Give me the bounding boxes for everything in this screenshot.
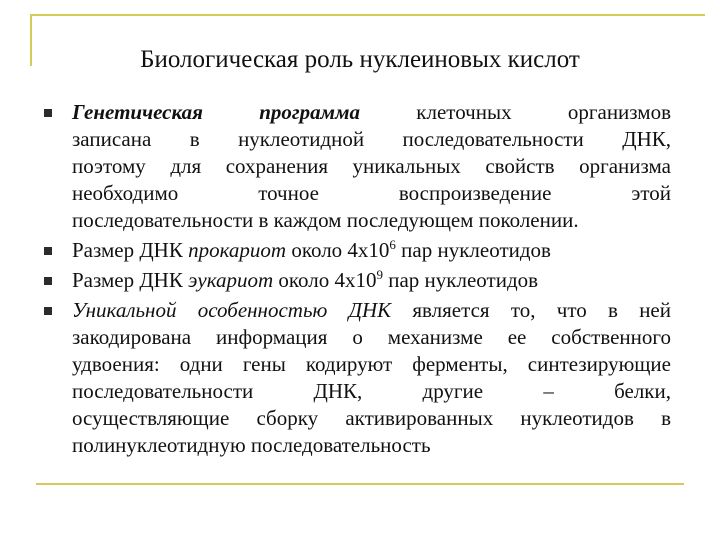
paragraph-line: полинуклеотидную последовательность [72, 433, 431, 457]
list-item [44, 99, 671, 234]
square-bullet-icon [44, 277, 52, 285]
paragraph-line: удвоения: одни гены кодируют ферменты, синтезирующие [72, 352, 671, 376]
paragraph-line: закодирована информация о механизме ее собственного [72, 325, 671, 349]
paragraph-line: необходимо точное воспроизведение этой [72, 181, 671, 205]
emphasized-term: эукариот [188, 268, 274, 292]
paragraph-text: Размер ДНК [72, 238, 189, 262]
paragraph-line [72, 267, 671, 294]
emphasized-term: Генетическая [72, 100, 203, 124]
paragraph-line [72, 297, 671, 324]
bullet-list [44, 99, 671, 459]
paragraph-text: пар нуклеотидов [383, 268, 539, 292]
list-item [44, 237, 671, 264]
emphasized-term: программа [259, 100, 360, 124]
paragraph-line: последовательности ДНК, другие – белки, [72, 379, 671, 403]
square-bullet-icon [44, 109, 52, 117]
paragraph-line [72, 99, 671, 126]
slide-title: Биологическая роль нуклеиновых кислот [140, 46, 580, 73]
paragraph-text: является то, что в ней [391, 298, 671, 322]
frame-top-rule [30, 14, 705, 16]
frame-bottom-rule [36, 483, 684, 485]
exponent: 6 [389, 237, 396, 252]
paragraph-text: клеточных организмов [416, 100, 672, 124]
paragraph-text: Размер ДНК [72, 268, 189, 292]
emphasized-term: прокариот [188, 238, 287, 262]
list-item [44, 297, 671, 459]
square-bullet-icon [44, 307, 52, 315]
list-item [44, 267, 671, 294]
exponent: 9 [376, 267, 383, 282]
paragraph-line: осуществляющие сборку активированных нуклеотидов в [72, 406, 671, 430]
paragraph-text: около 4х10 [273, 268, 377, 292]
paragraph-line [72, 237, 671, 264]
square-bullet-icon [44, 247, 52, 255]
emphasized-term: Уникальной особенностью ДНК [72, 298, 392, 322]
paragraph-line: последовательности в каждом последующем поколении. [72, 208, 579, 232]
paragraph-text: около 4х10 [286, 238, 390, 262]
paragraph-line: поэтому для сохранения уникальных свойств организма [72, 154, 671, 178]
paragraph-text: пар нуклеотидов [395, 238, 551, 262]
paragraph-line: записана в нуклеотидной последовательности ДНК, [72, 127, 671, 151]
